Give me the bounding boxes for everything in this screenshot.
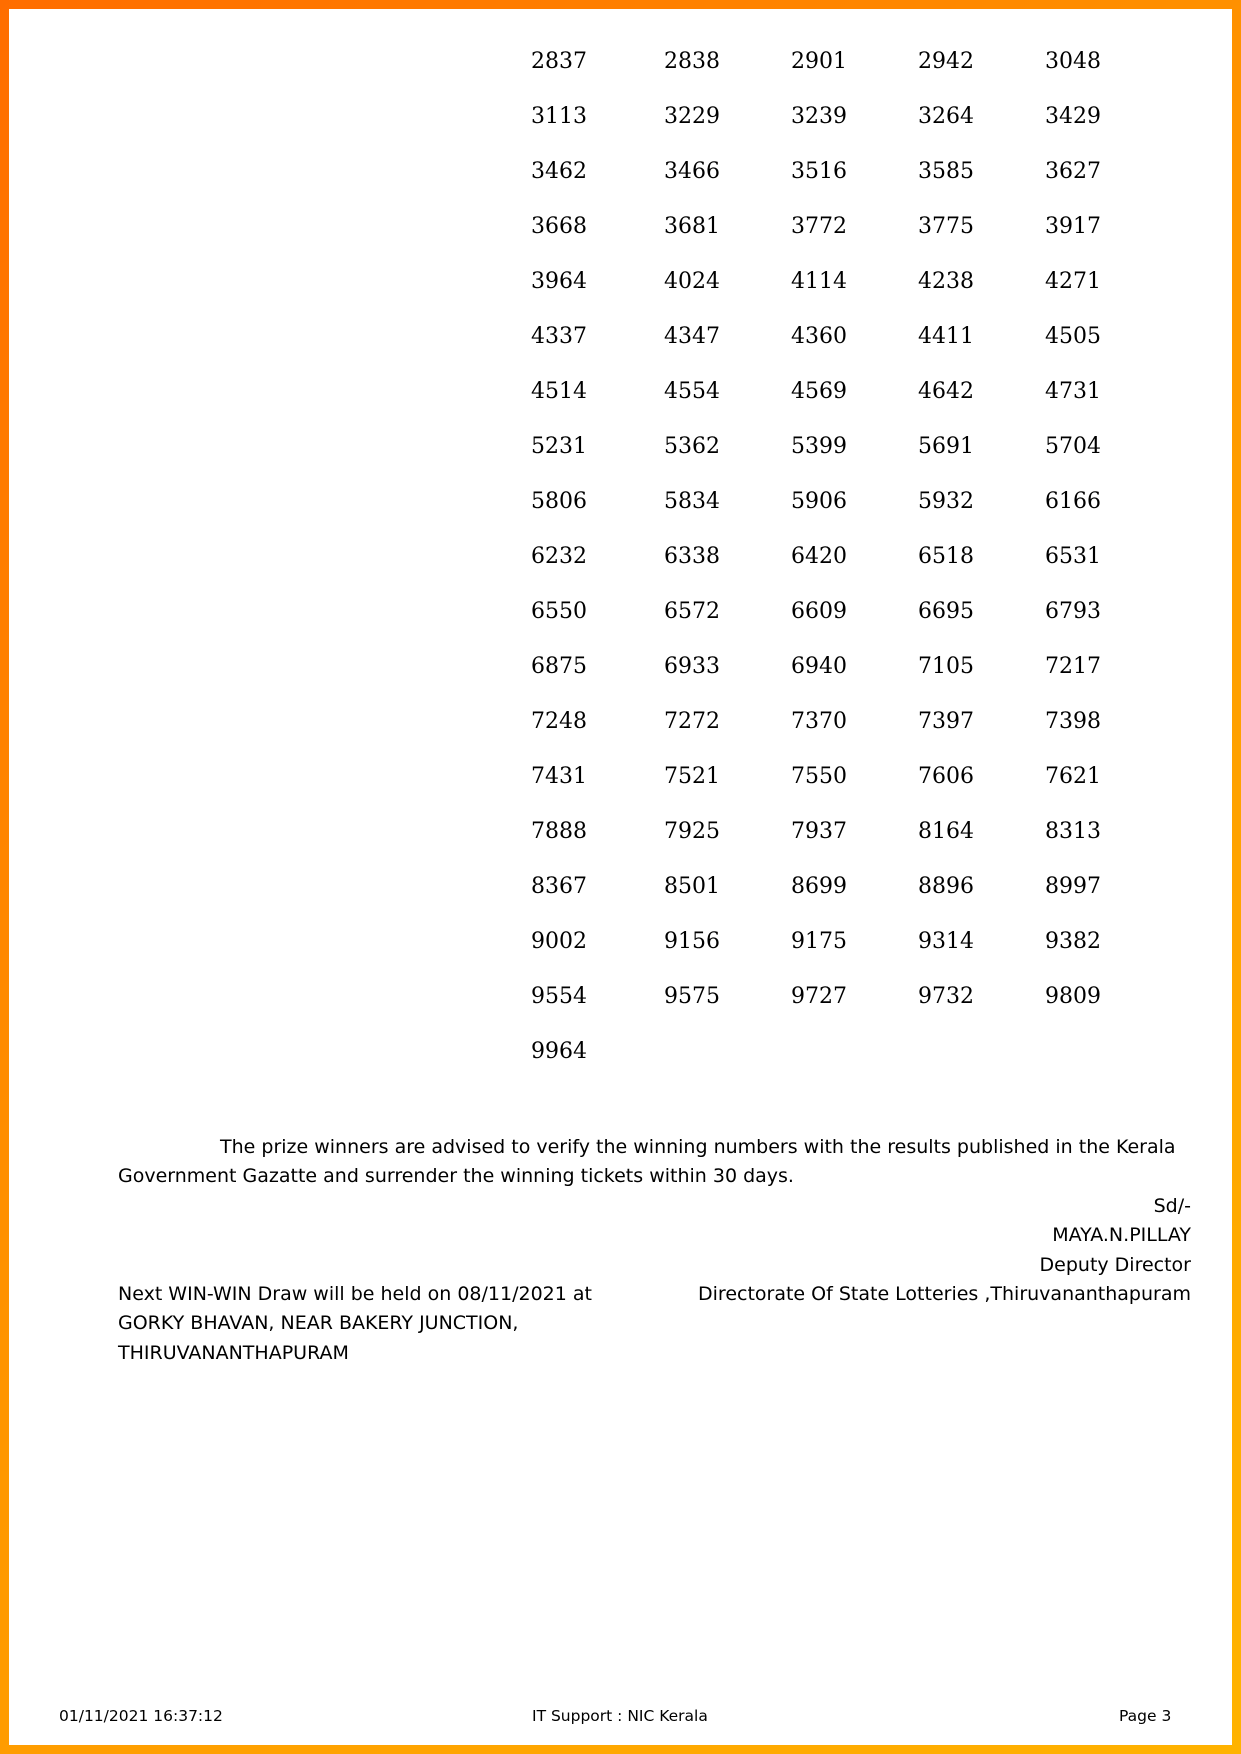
winning-number: 8501 bbox=[664, 874, 720, 899]
winning-number: 4569 bbox=[791, 379, 847, 404]
winning-number: 4554 bbox=[664, 379, 720, 404]
winning-numbers-grid bbox=[9, 9, 1232, 1089]
winning-number: 4642 bbox=[918, 379, 974, 404]
winning-number: 6420 bbox=[791, 544, 847, 569]
winning-number: 5691 bbox=[918, 434, 974, 459]
winning-number: 7217 bbox=[1045, 654, 1101, 679]
winning-number: 3668 bbox=[531, 214, 587, 239]
winning-number: 3516 bbox=[791, 159, 847, 184]
winning-number: 3466 bbox=[664, 159, 720, 184]
winning-number: 9809 bbox=[1045, 984, 1101, 1009]
winning-number: 3917 bbox=[1045, 214, 1101, 239]
winning-number: 7431 bbox=[531, 764, 587, 789]
winning-number: 3048 bbox=[1045, 49, 1101, 74]
winning-number: 6550 bbox=[531, 599, 587, 624]
notice-line-1: The prize winners are advised to verify the winning numbers with the results published in the Kerala bbox=[220, 1136, 1176, 1158]
winning-number: 9002 bbox=[531, 929, 587, 954]
winning-number: 7272 bbox=[664, 709, 720, 734]
winning-number: 9156 bbox=[664, 929, 720, 954]
winning-number: 6166 bbox=[1045, 489, 1101, 514]
winning-number: 3429 bbox=[1045, 104, 1101, 129]
footer-it-support: IT Support : NIC Kerala bbox=[532, 1707, 708, 1725]
signatory-name: MAYA.N.PILLAY bbox=[1052, 1224, 1191, 1246]
winning-number: 6695 bbox=[918, 599, 974, 624]
winning-number: 6793 bbox=[1045, 599, 1101, 624]
winning-number: 5399 bbox=[791, 434, 847, 459]
winning-number: 8313 bbox=[1045, 819, 1101, 844]
winning-number: 6940 bbox=[791, 654, 847, 679]
winning-number: 6531 bbox=[1045, 544, 1101, 569]
winning-number: 3239 bbox=[791, 104, 847, 129]
winning-number: 8367 bbox=[531, 874, 587, 899]
winning-number: 5834 bbox=[664, 489, 720, 514]
winning-number: 9964 bbox=[531, 1039, 587, 1064]
document-page bbox=[9, 9, 1232, 1745]
winning-number: 3113 bbox=[531, 104, 587, 129]
next-draw-line-1: Next WIN-WIN Draw will be held on 08/11/2021 at bbox=[118, 1283, 592, 1305]
winning-number: 9175 bbox=[791, 929, 847, 954]
winning-number: 4347 bbox=[664, 324, 720, 349]
winning-number: 4514 bbox=[531, 379, 587, 404]
winning-number: 3772 bbox=[791, 214, 847, 239]
winning-number: 6518 bbox=[918, 544, 974, 569]
winning-number: 4505 bbox=[1045, 324, 1101, 349]
winning-number: 7105 bbox=[918, 654, 974, 679]
winning-number: 5704 bbox=[1045, 434, 1101, 459]
winning-number: 4411 bbox=[918, 324, 974, 349]
winning-number: 4271 bbox=[1045, 269, 1101, 294]
winning-number: 8699 bbox=[791, 874, 847, 899]
winning-number: 6338 bbox=[664, 544, 720, 569]
winning-number: 7397 bbox=[918, 709, 974, 734]
footer-timestamp: 01/11/2021 16:37:12 bbox=[59, 1707, 223, 1725]
winning-number: 2838 bbox=[664, 49, 720, 74]
winning-number: 3627 bbox=[1045, 159, 1101, 184]
winning-number: 5362 bbox=[664, 434, 720, 459]
winning-number: 7398 bbox=[1045, 709, 1101, 734]
winning-number: 9732 bbox=[918, 984, 974, 1009]
signatory-designation: Deputy Director bbox=[1039, 1254, 1191, 1276]
winning-number: 4114 bbox=[791, 269, 847, 294]
next-draw-line-3: THIRUVANANTHAPURAM bbox=[118, 1342, 349, 1364]
winning-number: 2942 bbox=[918, 49, 974, 74]
winning-number: 9575 bbox=[664, 984, 720, 1009]
winning-number: 5906 bbox=[791, 489, 847, 514]
winning-number: 7248 bbox=[531, 709, 587, 734]
winning-number: 4731 bbox=[1045, 379, 1101, 404]
winning-number: 7888 bbox=[531, 819, 587, 844]
winning-number: 8164 bbox=[918, 819, 974, 844]
winning-number: 4337 bbox=[531, 324, 587, 349]
winning-number: 6609 bbox=[791, 599, 847, 624]
signature-sd: Sd/- bbox=[1153, 1195, 1191, 1217]
winning-number: 7606 bbox=[918, 764, 974, 789]
winning-number: 9727 bbox=[791, 984, 847, 1009]
winning-number: 8997 bbox=[1045, 874, 1101, 899]
winning-number: 7521 bbox=[664, 764, 720, 789]
winning-number: 2837 bbox=[531, 49, 587, 74]
winning-number: 3964 bbox=[531, 269, 587, 294]
winning-number: 3775 bbox=[918, 214, 974, 239]
footer-page-number: Page 3 bbox=[1119, 1707, 1172, 1725]
winning-number: 7370 bbox=[791, 709, 847, 734]
winning-number: 5806 bbox=[531, 489, 587, 514]
winning-number: 4024 bbox=[664, 269, 720, 294]
winning-number: 8896 bbox=[918, 874, 974, 899]
next-draw-line-2: GORKY BHAVAN, NEAR BAKERY JUNCTION, bbox=[118, 1312, 519, 1334]
winning-number: 7925 bbox=[664, 819, 720, 844]
winning-number: 7937 bbox=[791, 819, 847, 844]
winning-number: 9382 bbox=[1045, 929, 1101, 954]
winning-number: 5231 bbox=[531, 434, 587, 459]
winning-number: 7550 bbox=[791, 764, 847, 789]
winning-number: 3585 bbox=[918, 159, 974, 184]
winning-number: 6572 bbox=[664, 599, 720, 624]
winning-number: 9554 bbox=[531, 984, 587, 1009]
notice-line-2: Government Gazatte and surrender the winning tickets within 30 days. bbox=[118, 1165, 794, 1187]
winning-number: 3264 bbox=[918, 104, 974, 129]
winning-number: 3681 bbox=[664, 214, 720, 239]
winning-number: 5932 bbox=[918, 489, 974, 514]
winning-number: 2901 bbox=[791, 49, 847, 74]
winning-number: 9314 bbox=[918, 929, 974, 954]
winning-number: 4238 bbox=[918, 269, 974, 294]
winning-number: 6933 bbox=[664, 654, 720, 679]
winning-number: 4360 bbox=[791, 324, 847, 349]
winning-number: 3229 bbox=[664, 104, 720, 129]
winning-number: 3462 bbox=[531, 159, 587, 184]
winning-number: 6875 bbox=[531, 654, 587, 679]
signatory-office: Directorate Of State Lotteries ,Thiruvananthapuram bbox=[698, 1283, 1191, 1305]
winning-number: 6232 bbox=[531, 544, 587, 569]
winning-number: 7621 bbox=[1045, 764, 1101, 789]
